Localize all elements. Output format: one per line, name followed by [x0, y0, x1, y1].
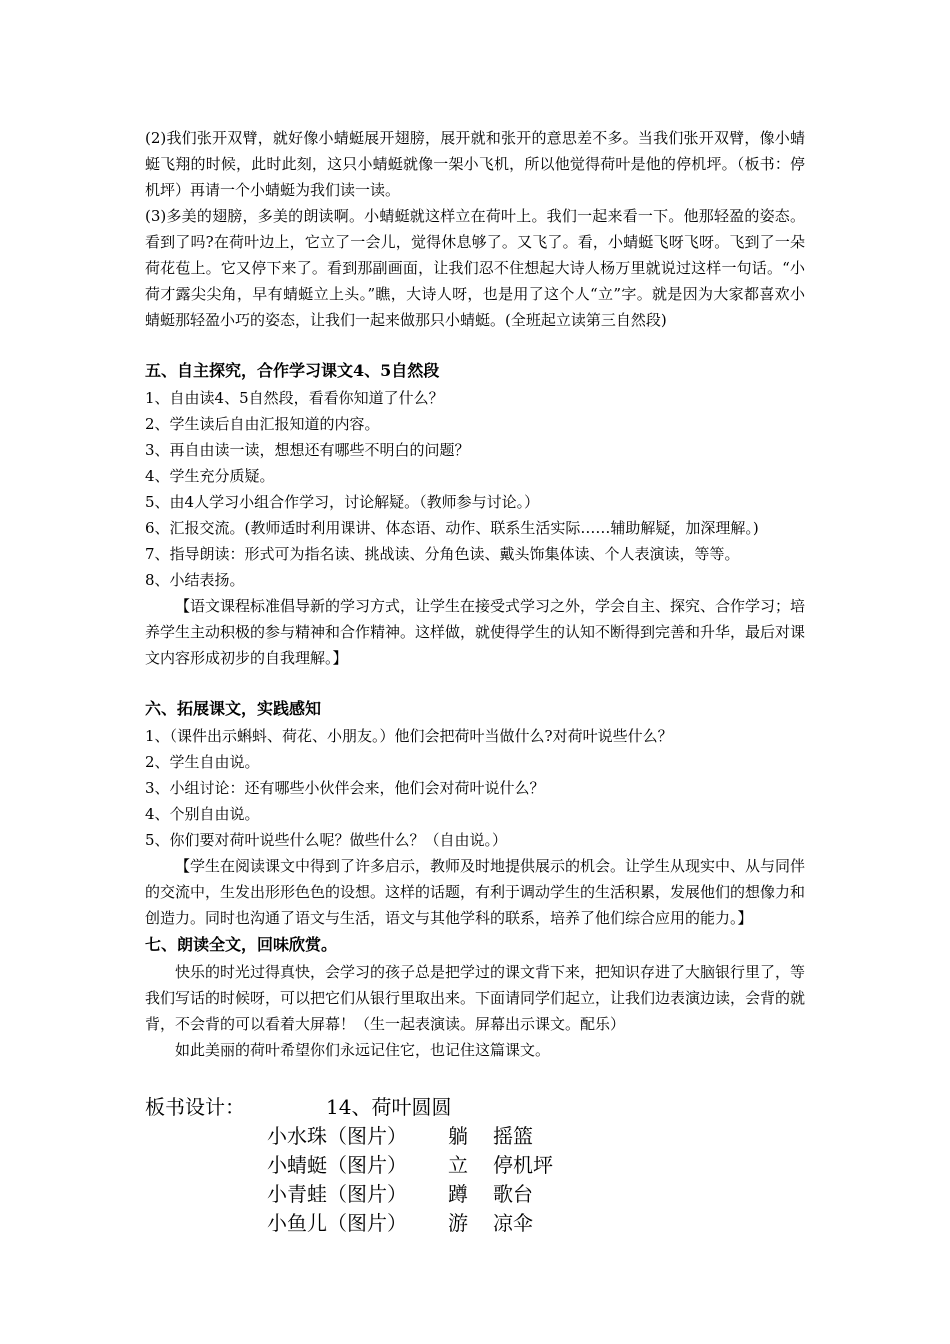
board-noun: 歌台	[493, 1182, 533, 1206]
board-item: 小青蛙（图片）	[267, 1182, 407, 1206]
list-item: 7、指导朗读：形式可为指名读、挑战读、分角色读、戴头饰集体读、个人表演读，等等。	[145, 545, 740, 563]
list-item: 5、你们要对荷叶说些什么呢？做些什么？（自由说。）	[145, 831, 508, 849]
board-row	[145, 1151, 805, 1180]
section-6-heading: 六、拓展课文，实践感知	[145, 699, 322, 718]
spacer	[145, 333, 805, 357]
document-body	[145, 125, 805, 1063]
board-design	[145, 1093, 805, 1238]
section-7-heading: 七、朗读全文，回味欣赏。	[145, 935, 338, 954]
board-noun: 摇篮	[493, 1124, 533, 1148]
board-item: 小水珠（图片）	[267, 1124, 407, 1148]
list-item: 2、学生读后自由汇报知道的内容。	[145, 415, 380, 433]
board-noun: 凉伞	[493, 1211, 533, 1235]
section-5-heading: 五、自主探究，合作学习课文4、5自然段	[145, 361, 440, 380]
list-item: 2、学生自由说。	[145, 753, 260, 771]
lesson-title: 14、荷叶圆圆	[326, 1095, 452, 1119]
list-item: 6、汇报交流。(教师适时利用课讲、体态语、动作、联系生活实际……辅助解疑，加深理解。)	[145, 519, 759, 537]
board-design-label: 板书设计：	[145, 1095, 245, 1119]
board-verb: 躺	[448, 1124, 468, 1148]
paragraph-dragonfly-arms: (2)我们张开双臂，就好像小蜻蜓展开翅膀，展开就和张开的意思差不多。当我们张开双臂，像小蜻蜓飞翔的时候，此时此刻，这只小蜻蜓就像一架小飞机，所以他觉得荷叶是他的停机坪。（板书：停机坪）再请一个小蜻蜓为我们读一读。	[145, 129, 805, 199]
board-verb: 立	[448, 1153, 468, 1177]
board-verb: 游	[448, 1211, 468, 1235]
list-item: 3、小组讨论：还有哪些小伙伴会来，他们会对荷叶说什么？	[145, 779, 545, 797]
list-item: 4、学生充分质疑。	[145, 467, 275, 485]
spacer	[145, 671, 805, 695]
board-noun: 停机坪	[493, 1153, 553, 1177]
list-item: 4、个别自由说。	[145, 805, 260, 823]
section-6-note: 【学生在阅读课文中得到了许多启示，教师及时地提供展示的机会。让学生从现实中、从与同伴的交流中，生发出形形色色的设想。这样的话题，有利于调动学生的生活积累，发展他们的想像力和创造力。同时也沟通了语文与生活，语文与其他学科的联系，培养了他们综合应用的能力。】	[145, 857, 806, 927]
board-verb: 蹲	[448, 1182, 468, 1206]
list-item: 3、再自由读一读，想想还有哪些不明白的问题？	[145, 441, 470, 459]
board-row	[145, 1180, 805, 1209]
list-item: 8、小结表扬。	[145, 571, 245, 589]
paragraph-dragonfly-poem: (3)多美的翅膀，多美的朗读啊。小蜻蜓就这样立在荷叶上。我们一起来看一下。他那轻盈的姿态。看到了吗?在荷叶边上，它立了一会儿，觉得休息够了。又飞了。看，小蜻蜓飞呀飞呀。飞到了一朵荷花苞上。它又停下来了。看到那副画面，让我们忍不住想起大诗人杨万里就说过这样一句话。“小荷才露尖尖角，早有蜻蜓立上头。”瞧，大诗人呀，也是用了这个人“立”字。就是因为大家都喜欢小蜻蜓那轻盈小巧的姿态，让我们一起来做那只小蜻蜓。(全班起立读第三自然段)	[145, 207, 805, 329]
board-row	[145, 1122, 805, 1151]
list-item: 5、由4人学习小组合作学习，讨论解疑。（教师参与讨论。）	[145, 493, 540, 511]
section-7-paragraph: 快乐的时光过得真快，会学习的孩子总是把学过的课文背下来，把知识存进了大脑银行里了，等我们写话的时候呀，可以把它们从银行里取出来。下面请同学们起立，让我们边表演边读，会背的就背，不会背的可以看着大屏幕！（生一起表演读。屏幕出示课文。配乐）	[145, 963, 806, 1033]
section-7-closing: 如此美丽的荷叶希望你们永远记住它，也记住这篇课文。	[175, 1041, 551, 1059]
list-item: 1、（课件出示蝌蚪、荷花、小朋友。）他们会把荷叶当做什么?对荷叶说些什么？	[145, 727, 673, 745]
board-item: 小蜻蜓（图片）	[267, 1153, 407, 1177]
board-title-row	[145, 1093, 805, 1122]
board-row	[145, 1209, 805, 1238]
board-item: 小鱼儿（图片）	[267, 1211, 407, 1235]
list-item: 1、自由读4、5自然段，看看你知道了什么？	[145, 389, 444, 407]
section-5-note: 【语文课程标准倡导新的学习方式，让学生在接受式学习之外，学会自主、探究、合作学习；培养学生主动积极的参与精神和合作精神。这样做，就使得学生的认知不断得到完善和升华，最后对课文内容形成初步的自我理解。】	[145, 597, 806, 667]
